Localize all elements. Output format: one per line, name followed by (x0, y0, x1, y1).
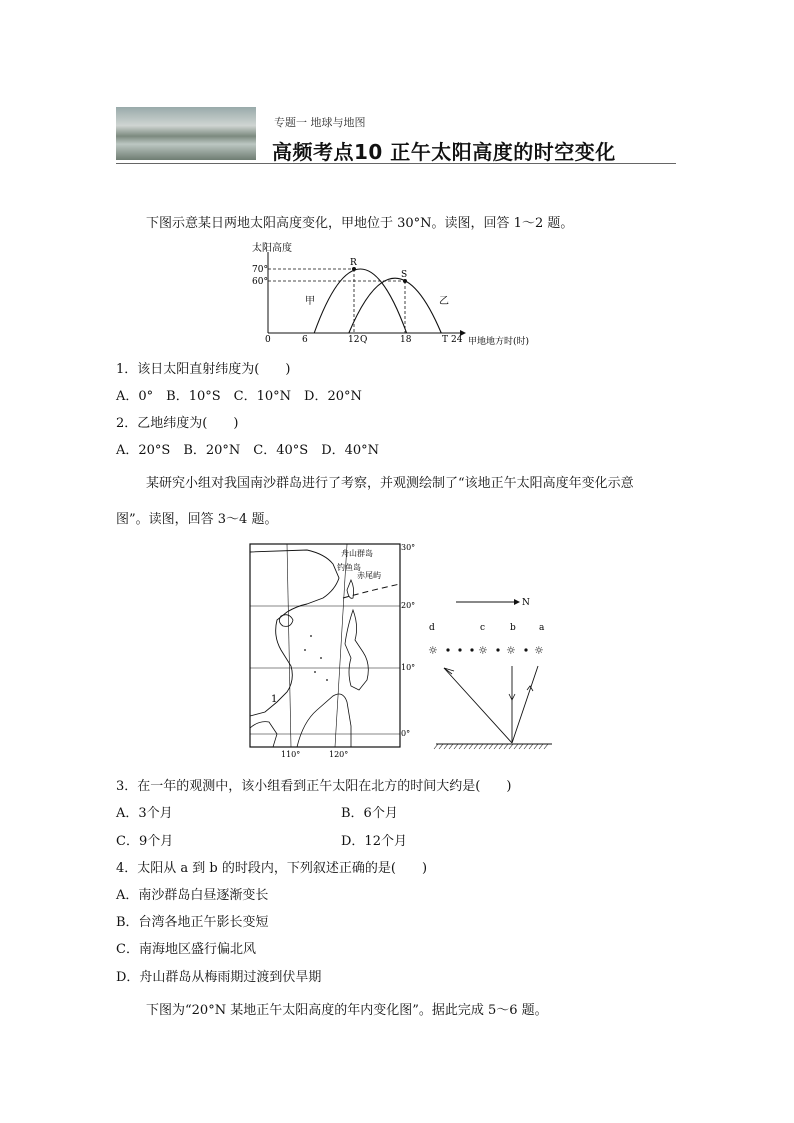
orbit-dot (458, 648, 461, 651)
lat-label-20: 20° (401, 601, 416, 610)
ground-hatch-line (494, 744, 498, 749)
header-subtitle: 专题一 地球与地图 (274, 116, 366, 129)
island-dot (326, 679, 328, 681)
question-4-option-c: C．南海地区盛行偏北风 (116, 942, 256, 957)
ground-hatch-line (459, 744, 463, 749)
island-dot (314, 671, 316, 673)
ground-hatch-line (519, 744, 523, 749)
question-3-option-a: A．3个月 (116, 806, 173, 821)
ground-hatch-line (544, 744, 548, 749)
ground-hatch-line (499, 744, 503, 749)
point-S-label: S (401, 270, 408, 280)
header-photo (116, 107, 256, 160)
question-3-option-d: D．12个月 (341, 834, 407, 849)
question-1-stem: 1．该日太阳直射纬度为( ) (116, 362, 291, 377)
ray-d (444, 668, 512, 743)
label-diaoyu: 钓鱼岛 (337, 563, 361, 572)
x-tick-24: 24 (451, 335, 463, 345)
y-tick-60: 60° (252, 277, 268, 287)
question-2-stem: 2．乙地纬度为( ) (116, 416, 239, 431)
island-dot (310, 635, 312, 637)
x-tick-T: T (442, 335, 449, 345)
lon-label-120: 120° (329, 750, 349, 759)
ground-hatch-line (434, 744, 438, 749)
label-zhoushan: 舟山群岛 (341, 549, 373, 558)
ground-hatch-line (474, 744, 478, 749)
series-yi-label: 乙 (439, 296, 449, 307)
ground-hatch (434, 744, 548, 749)
question-4-option-d: D．舟山群岛从梅雨期过渡到伏旱期 (116, 970, 322, 985)
question-4-option-a: A．南沙群岛白昼逐渐变长 (116, 888, 269, 903)
island-dot (320, 657, 322, 659)
header-divider (116, 163, 676, 164)
question-2-options: A．20°S B．20°N C．40°S D．40°N (116, 443, 380, 458)
question-3-option-c: C．9个月 (116, 834, 174, 849)
point-label-b: b (510, 623, 516, 633)
lon-label-110: 110° (281, 750, 301, 759)
ground-hatch-line (489, 744, 493, 749)
x-tick-12: 12 (348, 335, 360, 345)
series-jia-label: 甲 (305, 296, 315, 307)
ground-hatch-line (504, 744, 508, 749)
lat-label-10: 10° (401, 663, 416, 672)
question-3-option-b: B．6个月 (341, 806, 398, 821)
ground-hatch-line (529, 744, 533, 749)
map-numeral: 1 (271, 694, 278, 705)
ground-hatch-line (509, 744, 513, 749)
lat-label-30: 30° (401, 543, 416, 552)
sun-icon-c: ☼ (478, 644, 488, 657)
question-4-stem: 4．太阳从 a 到 b 的时段内，下列叙述正确的是( ) (116, 861, 428, 876)
x-tick-Q: Q (360, 335, 368, 345)
noon-sun-diagram (428, 590, 558, 750)
ground-hatch-line (444, 744, 448, 749)
south-china-sea-map (247, 540, 422, 760)
orbit-dot (524, 648, 527, 651)
orbit-dot (496, 648, 499, 651)
north-label: N (522, 598, 530, 608)
ground-hatch-line (524, 744, 528, 749)
sun-icon-d: ☼ (428, 644, 438, 657)
north-arrow-head (514, 599, 520, 605)
island-dot (304, 649, 306, 651)
orbit-dot (446, 648, 449, 651)
lat-label-0: 0° (401, 729, 411, 738)
sun-icon-a: ☼ (534, 644, 544, 657)
header-title: 高频考点10 正午太阳高度的时空变化 (272, 140, 616, 164)
chart-xlabel: 甲地地方时(时) (468, 337, 530, 347)
intro-paragraph-3: 下图为“20°N 某地正午太阳高度的年内变化图”。据此完成 5～6 题。 (146, 1003, 548, 1018)
ground-hatch-line (484, 744, 488, 749)
y-tick-70: 70° (252, 265, 268, 275)
ground-hatch-line (514, 744, 518, 749)
question-1-options: A．0° B．10°S C．10°N D．20°N (116, 389, 362, 404)
intro-paragraph-1: 下图示意某日两地太阳高度变化，甲地位于 30°N。读图，回答 1～2 题。 (146, 216, 574, 231)
point-label-a: a (539, 623, 545, 633)
question-4-option-b: B．台湾各地正午影长变短 (116, 915, 269, 930)
x-tick-18: 18 (400, 335, 412, 345)
question-3-stem: 3．在一年的观测中，该小组看到正午太阳在北方的时间大约是( ) (116, 779, 512, 794)
point-label-c: c (480, 623, 486, 633)
sun-icon-b: ☼ (506, 644, 516, 657)
ground-hatch-line (464, 744, 468, 749)
intro-paragraph-2-line2: 图”。读图，回答 3～4 题。 (116, 512, 278, 527)
ground-hatch-line (539, 744, 543, 749)
ground-hatch-line (454, 744, 458, 749)
point-label-d: d (429, 623, 435, 633)
ground-hatch-line (439, 744, 443, 749)
chart-ylabel: 太阳高度 (252, 243, 292, 254)
orbit-dot (470, 648, 473, 651)
point-R-label: R (350, 258, 357, 268)
x-tick-0: 0 (265, 335, 271, 345)
label-chiwei: 赤尾屿 (357, 571, 381, 580)
intro-paragraph-2-line1: 某研究小组对我国南沙群岛进行了考察，并观测绘制了“该地正午太阳高度年变化示意 (146, 476, 634, 491)
sun-altitude-chart (248, 238, 548, 348)
ground-hatch-line (449, 744, 453, 749)
ground-hatch-line (469, 744, 473, 749)
x-tick-6: 6 (302, 335, 308, 345)
ground-hatch-line (479, 744, 483, 749)
ray-a (512, 666, 538, 743)
ground-hatch-line (534, 744, 538, 749)
